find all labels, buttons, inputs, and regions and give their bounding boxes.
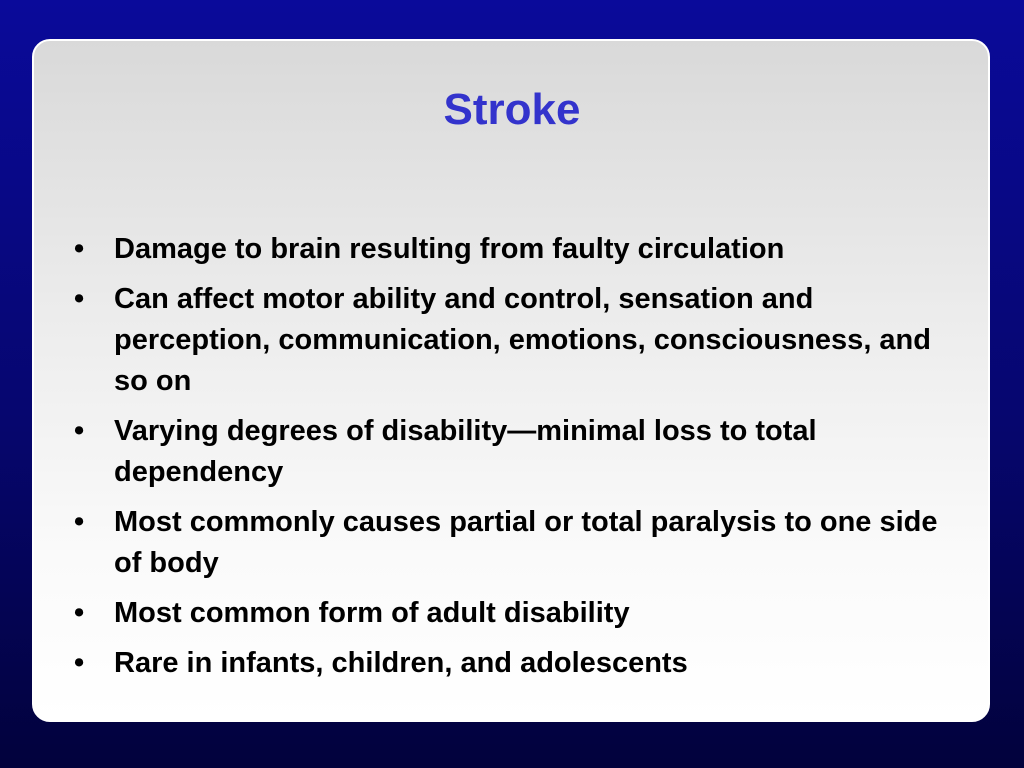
bullet-item (74, 643, 954, 684)
bullet-text: Most commonly causes partial or total paralysis to one side of body (114, 506, 938, 579)
bullet-item (74, 411, 954, 493)
bullet-text: Rare in infants, children, and adolescents (114, 647, 688, 679)
bullet-icon: • (74, 233, 85, 265)
bullet-text: Damage to brain resulting from faulty circulation (114, 233, 785, 265)
bullet-icon: • (74, 647, 85, 679)
bullet-text: Varying degrees of disability—minimal loss to total dependency (114, 415, 817, 488)
bullet-text: Most common form of adult disability (114, 597, 630, 629)
bullet-icon: • (74, 597, 85, 629)
bullet-item (74, 229, 954, 270)
bullet-text: Can affect motor ability and control, sensation and perception, communication, emotions, consciousness, and so on (114, 283, 931, 397)
bullet-icon: • (74, 415, 85, 447)
slide-title: Stroke (443, 85, 581, 134)
bullet-item (74, 593, 954, 634)
bullet-icon: • (74, 506, 85, 538)
bullet-item (74, 502, 954, 584)
bullet-icon: • (74, 283, 85, 315)
bullet-list (74, 229, 954, 693)
bullet-item (74, 279, 954, 402)
